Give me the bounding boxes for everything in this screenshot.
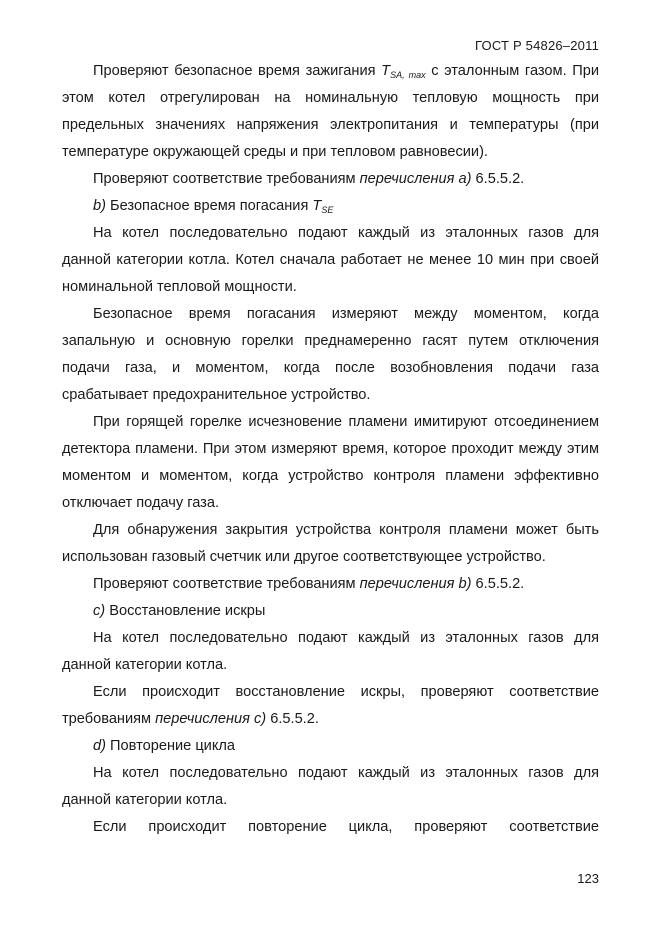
- paragraph-text: При горящей горелке исчезновение пламени имитируют отсоединением детектора пламени. При этом измеряют время, которое проходит между этим моментом и моментом, когда устройство контроля пламени эффективно отключает подачу газа.: [62, 414, 599, 511]
- document-header: ГОСТ Р 54826–2011: [475, 38, 599, 53]
- paragraph-flame-loss: [62, 409, 599, 517]
- paragraph-text: 6.5.5.2.: [471, 171, 525, 187]
- paragraph-gas-meter: [62, 517, 599, 571]
- symbol-t: T: [381, 63, 391, 79]
- reference-enumeration-a: перечисления а): [359, 171, 472, 187]
- paragraph-ignition-time: [62, 58, 599, 166]
- paragraph-text: Если происходит восстановление искры, проверяют соответствие требованиям: [62, 684, 599, 727]
- paragraph-check-b: [62, 571, 599, 598]
- item-marker-c: c): [93, 603, 106, 619]
- paragraph-text: Для обнаружения закрытия устройства контроля пламени может быть использован газовый счетчик или другое соответствующее устройство.: [62, 522, 599, 565]
- subscript-sa-max: SA, max: [390, 70, 426, 80]
- reference-enumeration-b: перечисления b): [359, 576, 472, 592]
- subheading-text: Безопасное время погасания: [105, 198, 313, 214]
- paragraph-extinction-measure: [62, 301, 599, 409]
- paragraph-gas-supply-d: [62, 760, 599, 814]
- paragraph-text: Проверяют безопасное время зажигания: [93, 63, 382, 79]
- subheading-text: Восстановление искры: [105, 603, 266, 619]
- subscript-se: SE: [321, 205, 334, 215]
- paragraph-text: Если происходит повторение цикла, проверяют соответствие: [93, 819, 599, 835]
- paragraph-text: На котел последовательно подают каждый из эталонных газов для данной категории котла.: [62, 765, 599, 808]
- subheading-text: Повторение цикла: [105, 738, 236, 754]
- paragraph-text: На котел последовательно подают каждый из эталонных газов для данной категории котла.: [62, 630, 599, 673]
- document-body: [62, 58, 599, 841]
- paragraph-text: На котел последовательно подают каждый из эталонных газов для данной категории котла. Котел сначала работает не менее 10 мин при своей номинальной тепловой мощности.: [62, 225, 599, 295]
- paragraph-text: с эталонным газом. При этом котел отрегулирован на номинальную тепловую мощность при предельных значениях напряжения электропитания и температуры (при температуре окружающей среды и при тепловом равновесии).: [62, 63, 599, 160]
- paragraph-check-a: [62, 166, 599, 193]
- item-marker-b: b): [93, 198, 106, 214]
- symbol-t: T: [312, 198, 322, 214]
- paragraph-text: Проверяют соответствие требованиям: [93, 171, 360, 187]
- paragraph-check-c: [62, 679, 599, 733]
- subheading-spark-restoration: [62, 598, 599, 625]
- paragraph-check-d: [62, 814, 599, 841]
- page-number: 123: [577, 871, 599, 886]
- paragraph-gas-supply-c: [62, 625, 599, 679]
- paragraph-text: Безопасное время погасания измеряют между моментом, когда запальную и основную горелки преднамеренно гасят путем отключения подачи газа, и моментом, когда после возобновления подачи газа срабатывает предохранительное устройство.: [62, 306, 599, 403]
- subheading-cycle-repeat: [62, 733, 599, 760]
- paragraph-text: 6.5.5.2.: [471, 576, 525, 592]
- subheading-safety-extinction-time: [62, 193, 599, 220]
- reference-enumeration-c: перечисления с): [155, 711, 267, 727]
- paragraph-gas-supply: [62, 220, 599, 301]
- paragraph-text: Проверяют соответствие требованиям: [93, 576, 360, 592]
- paragraph-text: 6.5.5.2.: [266, 711, 319, 727]
- item-marker-d: d): [93, 738, 106, 754]
